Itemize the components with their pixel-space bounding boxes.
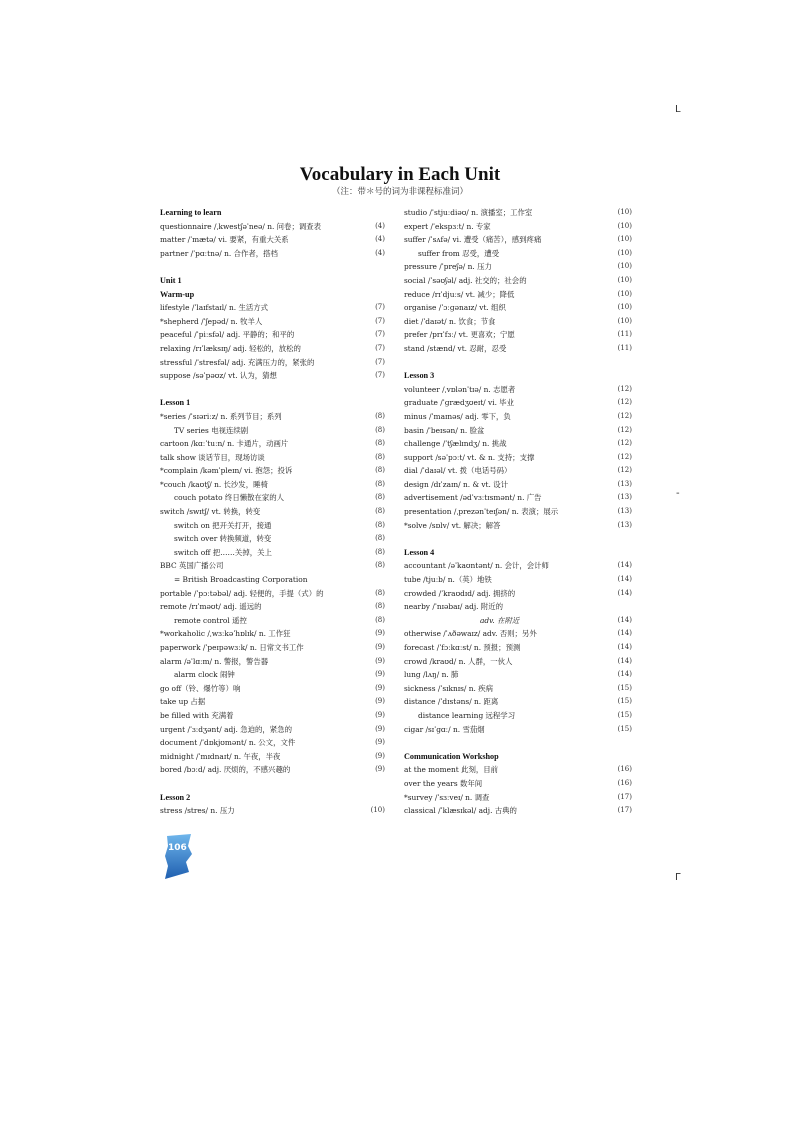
vocab-page-ref: (12): [617, 466, 632, 475]
vocab-entry: [404, 668, 632, 682]
vocab-text: diet /ˈdaɪət/ n. 饮食；节食: [404, 316, 496, 326]
vocab-text: pressure /ˈpreʃə/ n. 压力: [404, 262, 492, 272]
vocab-entry: [404, 695, 632, 709]
vocab-entry: [404, 274, 632, 288]
vocab-page-ref: (14): [617, 656, 632, 665]
vocab-text: over the years 数年间: [404, 778, 483, 788]
vocab-entry: [160, 424, 385, 438]
vocab-text: matter /ˈmætə/ vi. 要紧，有重大关系: [160, 235, 289, 245]
vocab-entry: [160, 451, 385, 465]
vocab-entry: [404, 451, 632, 465]
vocabulary-column-left: [160, 206, 385, 818]
vocab-page-ref: (10): [617, 303, 632, 312]
vocab-page-ref: (8): [375, 493, 385, 502]
vocab-entry: [404, 410, 632, 424]
vocab-page-ref: (10): [617, 235, 632, 244]
vocab-page-ref: (9): [375, 751, 385, 760]
vocab-page-ref: (7): [375, 357, 385, 366]
vocab-text: be filled with 充满着: [160, 710, 234, 720]
vocab-page-ref: (8): [375, 520, 385, 529]
vocab-text: *couch /kaʊtʃ/ n. 长沙发，睡椅: [160, 479, 268, 489]
vocab-text: peaceful /ˈpiːsfəl/ adj. 平静的；和平的: [160, 330, 295, 340]
vocab-page-ref: (14): [617, 588, 632, 597]
vocab-page-ref: (9): [375, 765, 385, 774]
vocab-page-ref: (4): [375, 248, 385, 257]
vocab-text: challenge /ˈtʃælɪndʒ/ n. 挑战: [404, 439, 507, 449]
vocab-text: otherwise /ˈʌðəwaɪz/ adv. 否则；另外: [404, 629, 537, 639]
vocab-text: *shepherd /ˈʃepəd/ n. 牧羊人: [160, 316, 263, 326]
spacer: [404, 356, 632, 370]
vocab-entry: [404, 491, 632, 505]
vocab-page-ref: (10): [617, 262, 632, 271]
vocab-text: cartoon /kɑːˈtuːn/ n. 卡通片，动画片: [160, 439, 289, 449]
spacer: [160, 260, 385, 274]
vocab-page-ref: (10): [617, 289, 632, 298]
vocab-entry: [160, 546, 385, 560]
vocab-text: design /dɪˈzaɪn/ n. & vt. 设计: [404, 479, 508, 489]
vocab-page-ref: (7): [375, 330, 385, 339]
vocab-text: classical /ˈklæsɪkəl/ adj. 古典的: [404, 806, 517, 816]
vocab-text: paperwork /ˈpeɪpəwɜːk/ n. 日常文书工作: [160, 643, 304, 652]
vocab-entry: [404, 600, 632, 614]
vocab-entry: [404, 641, 632, 655]
vocab-page-ref: (11): [617, 330, 632, 339]
page-title: Vocabulary in Each Unit: [299, 164, 501, 185]
vocab-entry: [404, 233, 632, 247]
vocab-page-ref: (7): [375, 343, 385, 352]
vocab-entry: [160, 736, 385, 750]
vocab-text: stress /stres/ n. 压力: [160, 806, 235, 816]
vocab-entry: [160, 627, 385, 641]
vocab-entry: [404, 559, 632, 573]
vocab-entry: [160, 437, 385, 451]
vocab-entry: [404, 573, 632, 587]
vocab-entry: [160, 695, 385, 709]
vocab-entry: [404, 464, 632, 478]
vocab-text: suffer from 忍受，遭受: [418, 248, 500, 258]
vocab-page-ref: (8): [375, 534, 385, 543]
vocab-entry: [404, 723, 632, 737]
vocab-text: go off（铃、爆竹等）响: [160, 683, 241, 693]
vocab-page-ref: (7): [375, 316, 385, 325]
vocab-page-ref: (15): [617, 710, 632, 719]
vocab-entry: [404, 247, 632, 261]
vocab-page-ref: (8): [375, 602, 385, 611]
vocab-text: suppose /səˈpəʊz/ vt. 认为，猜想: [160, 371, 277, 381]
vocab-entry: [404, 791, 632, 805]
vocab-entry: [404, 301, 632, 315]
vocab-text: document /ˈdɒkjʊmənt/ n. 公文，文件: [160, 738, 296, 748]
vocab-entry: [160, 600, 385, 614]
vocab-page-ref: (8): [375, 439, 385, 448]
vocab-page-ref: (15): [617, 697, 632, 706]
vocab-text: midnight /ˈmɪdnaɪt/ n. 午夜，半夜: [160, 751, 281, 761]
vocab-page-ref: (12): [617, 439, 632, 448]
vocab-text: = British Broadcasting Corporation: [174, 575, 308, 585]
vocab-entry: [404, 220, 632, 234]
vocab-page-ref: (4): [375, 221, 385, 230]
vocabulary-column-right: [404, 206, 632, 818]
vocab-text: graduate /ˈɡrædʒʊeɪt/ vi. 毕业: [404, 398, 515, 408]
vocab-text: lung /lʌŋ/ n. 肺: [404, 670, 459, 680]
vocab-entry: [160, 641, 385, 655]
vocab-page-ref: (17): [617, 792, 632, 801]
vocab-text: nearby /ˈnɪəbaɪ/ adj. 附近的: [404, 602, 503, 612]
vocab-text: forecast /ˈfɔːkɑːst/ n. 预报；预测: [404, 643, 521, 652]
vocab-page-ref: (7): [375, 371, 385, 380]
vocab-entry: [160, 587, 385, 601]
vocab-page-ref: (11): [617, 343, 632, 352]
vocab-text: partner /ˈpɑːtnə/ n. 合作者，搭档: [160, 248, 278, 258]
vocab-text: organise /ˈɔːɡənaɪz/ vt. 组织: [404, 303, 506, 313]
vocab-entry: [404, 505, 632, 519]
vocab-entry: [160, 342, 385, 356]
vocab-entry: [160, 491, 385, 505]
vocab-page-ref: (8): [375, 588, 385, 597]
vocab-page-ref: (14): [617, 629, 632, 638]
vocab-page-ref: (13): [617, 493, 632, 502]
vocab-entry: [160, 763, 385, 777]
vocab-text: presentation /ˌprezənˈteɪʃən/ n. 表演；展示: [404, 507, 559, 517]
vocab-text: basin /ˈbeɪsən/ n. 脸盆: [404, 425, 485, 435]
vocab-entry: [404, 777, 632, 791]
vocab-entry: [404, 328, 632, 342]
vocab-text: lifestyle /ˈlaɪfstaɪl/ n. 生活方式: [160, 303, 269, 313]
vocab-text: alarm clock 闹钟: [174, 670, 235, 680]
vocab-entry: [160, 220, 385, 234]
vocab-entry: [404, 424, 632, 438]
spacer: [404, 736, 632, 750]
vocab-page-ref: (17): [617, 806, 632, 815]
section-heading: Lesson 2: [160, 792, 191, 802]
brush-stroke-icon: [164, 832, 194, 880]
vocab-page-ref: (12): [617, 425, 632, 434]
vocab-text: *complain /kəmˈpleɪn/ vi. 抱怨；投诉: [160, 466, 293, 476]
section-heading: Lesson 1: [160, 398, 191, 408]
vocab-entry: [160, 682, 385, 696]
vocab-page-ref: (9): [375, 683, 385, 692]
vocab-text: volunteer /ˌvɒlənˈtɪə/ n. 志愿者: [404, 384, 516, 394]
vocab-page-ref: (8): [375, 411, 385, 420]
vocab-page-ref: (12): [617, 452, 632, 461]
vocab-page-ref: (9): [375, 697, 385, 706]
vocab-entry: [160, 559, 385, 573]
vocab-text: prefer /prɪˈfɜː/ vt. 更喜欢；宁愿: [404, 330, 515, 340]
vocab-text: portable /ˈpɔːtəbəl/ adj. 轻便的，手提（式）的: [160, 588, 324, 598]
vocab-page-ref: (14): [617, 561, 632, 570]
vocab-page-ref: (16): [617, 778, 632, 787]
vocab-page-ref: (9): [375, 710, 385, 719]
vocab-page-ref: (12): [617, 384, 632, 393]
vocab-entry: [404, 587, 632, 601]
vocab-text: studio /ˈstjuːdiəʊ/ n. 演播室；工作室: [404, 208, 533, 217]
vocab-page-ref: (8): [375, 452, 385, 461]
vocab-entry: [160, 723, 385, 737]
vocab-entry: [160, 369, 385, 383]
vocab-page-ref: (13): [617, 479, 632, 488]
vocab-text: adv. 在附近: [480, 615, 520, 625]
crop-mark-top: L: [675, 104, 681, 115]
vocab-text: talk show 谈话节目，现场访谈: [160, 452, 265, 462]
vocab-page-ref: (12): [617, 411, 632, 420]
section-heading: Learning to learn: [160, 208, 222, 217]
vocab-text: distance learning 远程学习: [418, 710, 516, 720]
vocab-entry: [160, 750, 385, 764]
vocab-entry: [404, 655, 632, 669]
vocab-entry: [404, 260, 632, 274]
vocab-page-ref: (10): [617, 208, 632, 216]
vocab-entry: [160, 478, 385, 492]
section-heading: Unit 1: [160, 275, 182, 285]
vocab-text: couch potato 终日懒散在家的人: [174, 493, 285, 503]
vocab-text: switch on 把开关打开，接通: [174, 520, 272, 530]
vocab-text: switch off 把……关掉，关上: [174, 547, 272, 557]
vocab-page-ref: (9): [375, 656, 385, 665]
vocab-entry: [404, 342, 632, 356]
page-number-badge: [164, 832, 194, 880]
vocab-entry: [160, 315, 385, 329]
section-heading: Warm-up: [160, 289, 195, 299]
vocab-text: take up 占据: [160, 697, 206, 707]
vocab-text: advertisement /ədˈvɜːtɪsmənt/ n. 广告: [404, 493, 542, 503]
vocab-entry: [404, 709, 632, 723]
vocab-text: *workaholic /ˌwɜːkəˈhɒlɪk/ n. 工作狂: [160, 629, 291, 639]
vocab-page-ref: (10): [617, 221, 632, 230]
vocab-text: questionnaire /ˌkwestʃəˈneə/ n. 问卷；调查表: [160, 221, 322, 231]
vocab-text: remote /rɪˈməʊt/ adj. 遥远的: [160, 602, 262, 612]
section-heading: Communication Workshop: [404, 751, 499, 761]
vocab-page-ref: (8): [375, 425, 385, 434]
vocab-text: switch /swɪtʃ/ vt. 转换，转变: [160, 507, 261, 517]
spacer: [160, 777, 385, 791]
vocab-entry: [404, 627, 632, 641]
vocab-page-ref: (9): [375, 724, 385, 733]
vocab-text: accountant /əˈkaʊntənt/ n. 会计，会计师: [404, 561, 549, 571]
vocab-text: tube /tjuːb/ n.（英）地铁: [404, 575, 492, 585]
vocab-entry: [160, 519, 385, 533]
vocab-text: *survey /ˈsɜːveɪ/ n. 调查: [404, 792, 490, 802]
vocab-text: social /ˈsəʊʃəl/ adj. 社交的；社会的: [404, 275, 527, 285]
vocab-page-ref: (14): [617, 615, 632, 624]
vocab-entry: [160, 328, 385, 342]
vocab-entry: [404, 682, 632, 696]
vocab-entry: [404, 763, 632, 777]
vocab-page-ref: (14): [617, 575, 632, 584]
vocab-text: bored /bɔːd/ adj. 厌烦的，不感兴趣的: [160, 765, 291, 775]
vocab-entry: [160, 505, 385, 519]
vocab-entry: [404, 519, 632, 533]
vocab-text: cigar /sɪˈɡɑː/ n. 雪茄烟: [404, 724, 485, 734]
vocab-page-ref: (15): [617, 683, 632, 692]
vocab-page-ref: (14): [617, 670, 632, 679]
vocab-text: expert /ˈekspɜːt/ n. 专家: [404, 221, 491, 231]
vocab-page-ref: (9): [375, 643, 385, 651]
vocab-entry: [404, 206, 632, 220]
vocab-text: at the moment 此刻，目前: [404, 765, 499, 775]
vocab-entry: [160, 573, 385, 587]
vocab-page-ref: (10): [370, 806, 385, 815]
vocab-entry: [160, 614, 385, 628]
vocab-text: switch over 转换频道，转变: [174, 534, 272, 544]
vocab-page-ref: (10): [617, 248, 632, 257]
vocab-page-ref: (13): [617, 507, 632, 516]
vocab-entry: [404, 383, 632, 397]
crop-mark-middle: -: [676, 488, 680, 499]
vocab-text: urgent /ˈɜːdʒənt/ adj. 急迫的，紧急的: [160, 724, 292, 734]
vocab-entry: [160, 709, 385, 723]
vocab-text: crowded /ˈkraʊdɪd/ adj. 拥挤的: [404, 588, 516, 598]
vocab-entry: [404, 315, 632, 329]
page-subtitle: （注：带＊号的词为非课程标准词）: [331, 187, 468, 197]
vocab-page-ref: (8): [375, 507, 385, 516]
vocab-text: *series /ˈsɪəriːz/ n. 系列节目；系列: [160, 411, 282, 421]
vocab-entry: [160, 668, 385, 682]
vocab-text: minus /ˈmaɪnəs/ adj. 零下，负: [404, 411, 511, 421]
vocab-entry: [160, 233, 385, 247]
vocab-text: stressful /ˈstresfəl/ adj. 充满压力的，紧张的: [160, 357, 315, 367]
vocab-entry: [160, 356, 385, 370]
section-heading: Lesson 4: [404, 547, 435, 557]
vocab-text: sickness /ˈsɪknɪs/ n. 疾病: [404, 683, 493, 693]
vocab-page-ref: (16): [617, 765, 632, 774]
vocab-page-ref: (8): [375, 479, 385, 488]
crop-mark-bottom: Γ: [675, 872, 681, 883]
vocab-entry: [404, 478, 632, 492]
vocab-entry: [160, 464, 385, 478]
vocab-entry: [160, 410, 385, 424]
vocab-entry: [160, 655, 385, 669]
vocab-entry: [404, 804, 632, 818]
vocab-text: BBC 英国广播公司: [160, 561, 224, 571]
vocab-text: reduce /rɪˈdjuːs/ vt. 减少；降低: [404, 289, 515, 299]
vocab-page-ref: (7): [375, 303, 385, 312]
vocab-page-ref: (10): [617, 316, 632, 325]
vocab-text: distance /ˈdɪstəns/ n. 距离: [404, 697, 499, 707]
vocab-entry: [404, 288, 632, 302]
vocab-text: alarm /əˈlɑːm/ n. 警报，警告器: [160, 656, 269, 666]
vocab-page-ref: (13): [617, 520, 632, 529]
vocab-text: remote control 遥控: [174, 615, 247, 625]
vocab-text: TV series 电视连续剧: [174, 425, 249, 435]
vocab-entry: [404, 396, 632, 410]
vocab-page-ref: (9): [375, 629, 385, 638]
vocab-page-ref: (4): [375, 235, 385, 244]
vocab-page-ref: (12): [617, 398, 632, 407]
vocab-page-ref: (15): [617, 724, 632, 733]
vocab-page-ref: (8): [375, 466, 385, 475]
vocab-page-ref: (10): [617, 275, 632, 284]
vocab-entry: [160, 301, 385, 315]
vocab-page-ref: (9): [375, 738, 385, 747]
vocab-text: *solve /sɒlv/ vt. 解决；解答: [404, 520, 501, 530]
vocab-text: suffer /ˈsʌfə/ vi. 遭受（痛苦），感到疼痛: [404, 235, 542, 245]
section-heading: Lesson 3: [404, 371, 435, 381]
vocab-entry: [160, 532, 385, 546]
spacer: [160, 383, 385, 397]
vocab-entry: [404, 614, 632, 628]
vocab-page-ref: (8): [375, 561, 385, 570]
vocab-text: relaxing /rɪˈlæksɪŋ/ adj. 轻松的，放松的: [160, 343, 301, 353]
vocab-entry: [160, 247, 385, 261]
spacer: [404, 532, 632, 546]
vocab-text: support /səˈpɔːt/ vt. & n. 支持；支撑: [404, 452, 535, 462]
page-number: 106: [168, 843, 187, 853]
vocab-entry: [404, 437, 632, 451]
vocab-page-ref: (8): [375, 547, 385, 556]
vocab-entry: [160, 804, 385, 818]
vocab-text: crowd /kraʊd/ n. 人群，一伙人: [404, 656, 513, 666]
vocab-text: stand /stænd/ vt. 忍耐，忍受: [404, 343, 507, 353]
vocab-page-ref: (14): [617, 643, 632, 651]
vocab-page-ref: (9): [375, 670, 385, 679]
vocab-text: dial /ˈdaɪəl/ vt. 拨（电话号码）: [404, 466, 512, 476]
vocab-page-ref: (8): [375, 615, 385, 624]
